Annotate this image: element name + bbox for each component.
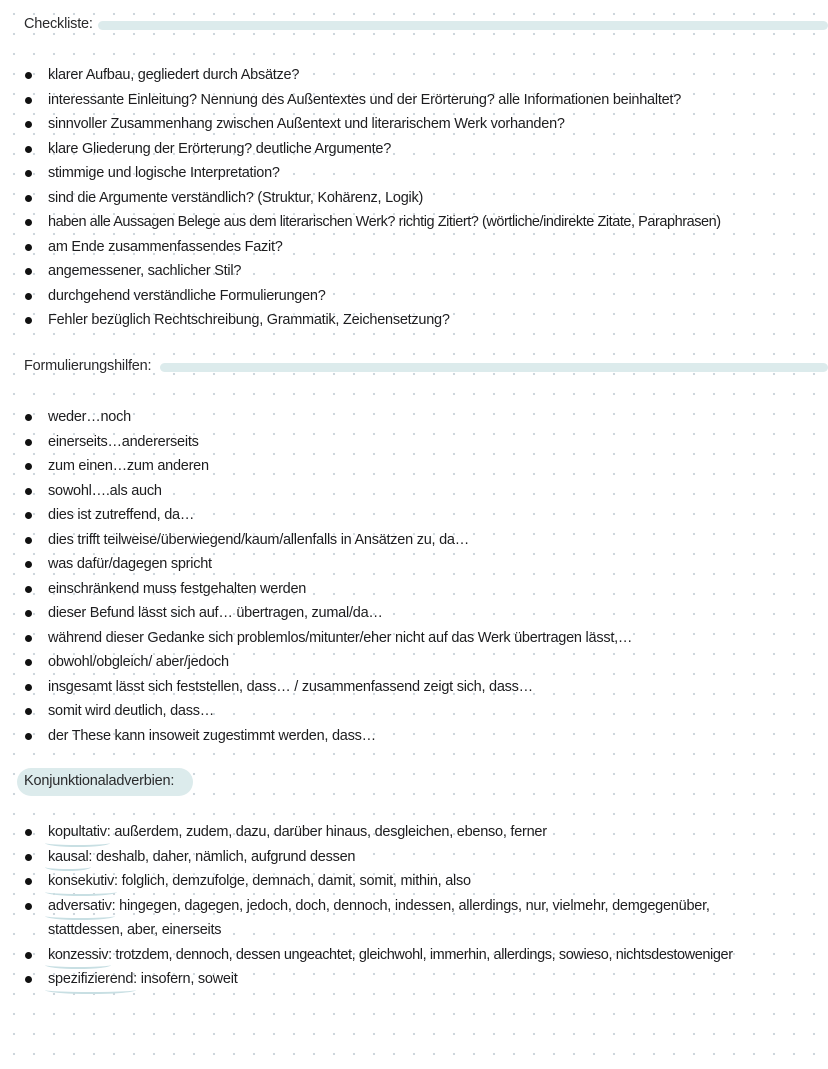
bullet-icon (25, 170, 32, 177)
list-item (0, 650, 632, 675)
list-item-text-continued: stattdessen, aber, einerseits (48, 922, 222, 938)
list-item-text: klare Gliederung der Erörterung? deutliche Argumente? (48, 140, 392, 157)
bullet-icon (25, 878, 32, 885)
list-item-text: dies trifft teilweise/überwiegend/kaum/allenfalls in Ansätzen zu, da… (48, 531, 469, 548)
bullet-icon (25, 414, 32, 421)
list-item-text: sowohl….als auch (48, 482, 162, 499)
list-item (0, 552, 632, 577)
bullet-icon (25, 121, 32, 128)
list-item-text: am Ende zusammenfassendes Fazit? (48, 238, 283, 255)
bullet-icon (25, 561, 32, 568)
bullet-icon (25, 537, 32, 544)
list-item (0, 503, 632, 528)
list-item-text: : insofern, soweit (133, 971, 238, 987)
bullet-icon (25, 97, 32, 104)
list-item-text: : deshalb, daher, nämlich, aufgrund dessen (88, 848, 356, 865)
list-item (0, 943, 733, 968)
list-item-text: während dieser Gedanke sich problemlos/mitunter/eher nicht auf das Werk übertragen lässt,… (48, 629, 633, 646)
bullet-icon (25, 976, 32, 983)
bullet-icon (25, 952, 32, 959)
bullet-icon (25, 293, 32, 300)
list-item (0, 63, 721, 88)
list-item (0, 430, 632, 455)
list-item-text: durchgehend verständliche Formulierungen? (48, 287, 326, 304)
list-item (0, 235, 721, 260)
list-item-text: der These kann insoweit zugestimmt werden, dass… (48, 727, 376, 744)
list-item (0, 601, 632, 626)
list-item-text: stimmige und logische Interpretation? (48, 165, 280, 181)
list-item (0, 186, 721, 211)
bullet-icon (25, 586, 32, 593)
bullet-icon (25, 195, 32, 202)
bullet-icon (25, 708, 32, 715)
bullet-icon (25, 72, 32, 79)
bullet-icon (25, 684, 32, 691)
list-item (0, 675, 632, 700)
list-item (0, 626, 632, 651)
list-item (0, 88, 721, 113)
formulierungshilfen-list (0, 405, 632, 748)
list-item-text: somit wird deutlich, dass… (48, 703, 214, 719)
list-item-text: Fehler bezüglich Rechtschreibung, Grammatik, Zeichensetzung? (48, 312, 450, 328)
list-item (0, 967, 733, 992)
list-item (0, 528, 632, 553)
bullet-icon (25, 733, 32, 740)
list-item (0, 137, 721, 162)
bullet-icon (25, 659, 32, 666)
list-item-text: : trotzdem, dennoch, dessen ungeachtet, gleichwohl, immerhin, allerdings, sowieso, nichtsdestoweniger (108, 946, 733, 963)
list-item (0, 259, 721, 284)
list-item (0, 308, 721, 333)
list-item-text: weder…noch (48, 409, 131, 425)
list-item (0, 161, 721, 186)
bullet-icon (25, 219, 32, 226)
bullet-icon (25, 317, 32, 324)
list-item (0, 479, 632, 504)
checklist-list (0, 63, 721, 333)
list-item (0, 454, 632, 479)
term-konsekutiv: konsekutiv (48, 869, 114, 894)
checklist-heading: Checkliste: (24, 16, 93, 32)
list-item-text: was dafür/dagegen spricht (48, 556, 212, 572)
list-item (0, 845, 733, 870)
list-item-text: dies ist zutreffend, da… (48, 507, 195, 523)
bullet-icon (25, 146, 32, 153)
konjunktionaladverbien-heading-row (0, 773, 220, 795)
list-item-text: obwohl/obgleich/ aber/jedoch (48, 654, 229, 670)
bullet-icon (25, 512, 32, 519)
formulierungshilfen-heading: Formulierungshilfen: (24, 358, 152, 374)
bullet-icon (25, 439, 32, 446)
bullet-icon (25, 610, 32, 617)
list-item (0, 724, 632, 749)
list-item-text: sind die Argumente verständlich? (Struktur, Kohärenz, Logik) (48, 189, 424, 206)
bullet-icon (25, 903, 32, 910)
list-item-text: : folglich, demzufolge, demnach, damit, somit, mithin, also (114, 873, 471, 889)
heading-highlight (98, 21, 828, 30)
bullet-icon (25, 829, 32, 836)
bullet-icon (25, 463, 32, 470)
bullet-icon (25, 854, 32, 861)
term-konzessiv: konzessiv (48, 943, 108, 968)
list-item (0, 284, 721, 309)
term-spezifizierend: spezifizierend (48, 967, 133, 992)
list-item (0, 869, 733, 894)
term-kopultativ: kopultativ (48, 820, 107, 845)
list-item-text: interessante Einleitung? Nennung des Außentextes und der Erörterung? alle Informationen beinhaltet? (48, 91, 682, 108)
list-item-text: insgesamt lässt sich feststellen, dass… / zusammenfassend zeigt sich, dass… (48, 678, 533, 695)
term-adversativ: adversativ (48, 894, 112, 919)
list-item (0, 112, 721, 137)
list-item-text: einerseits…andererseits (48, 433, 199, 450)
formulierungshilfen-heading-row (0, 358, 828, 380)
konjunktionaladverbien-list (0, 820, 733, 992)
list-item (0, 210, 721, 235)
list-item-text: zum einen…zum anderen (48, 458, 209, 474)
list-item-text: dieser Befund lässt sich auf… übertragen, zumal/da… (48, 605, 383, 621)
list-item-text: angemessener, sachlicher Stil? (48, 263, 242, 279)
list-item (0, 577, 632, 602)
konjunktionaladverbien-heading: Konjunktionaladverbien: (24, 773, 175, 789)
list-item (0, 894, 733, 943)
list-item-text: : außerdem, zudem, dazu, darüber hinaus, desgleichen, ebenso, ferner (106, 824, 547, 840)
bullet-icon (25, 635, 32, 642)
list-item-text: klarer Aufbau, gegliedert durch Absätze? (48, 67, 300, 83)
list-item-text: einschränkend muss festgehalten werden (48, 580, 307, 597)
heading-highlight (160, 363, 828, 372)
list-item (0, 405, 632, 430)
list-item (0, 820, 733, 845)
bullet-icon (25, 268, 32, 275)
list-item-text: haben alle Aussagen Belege aus dem literarischen Werk? richtig Zitiert? (wörtliche/indirekte Zitate, Paraphrasen) (48, 214, 721, 230)
list-item (0, 699, 632, 724)
term-kausal: kausal (48, 845, 88, 870)
bullet-icon (25, 488, 32, 495)
list-item-text: sinnvoller Zusammenhang zwischen Außentext und literarischem Werk vorhanden? (48, 116, 565, 132)
checklist-heading-row (0, 16, 828, 38)
bullet-icon (25, 244, 32, 251)
list-item-text: : hingegen, dagegen, jedoch, doch, dennoch, indessen, allerdings, nur, vielmehr, demgegenüber, (111, 897, 710, 914)
